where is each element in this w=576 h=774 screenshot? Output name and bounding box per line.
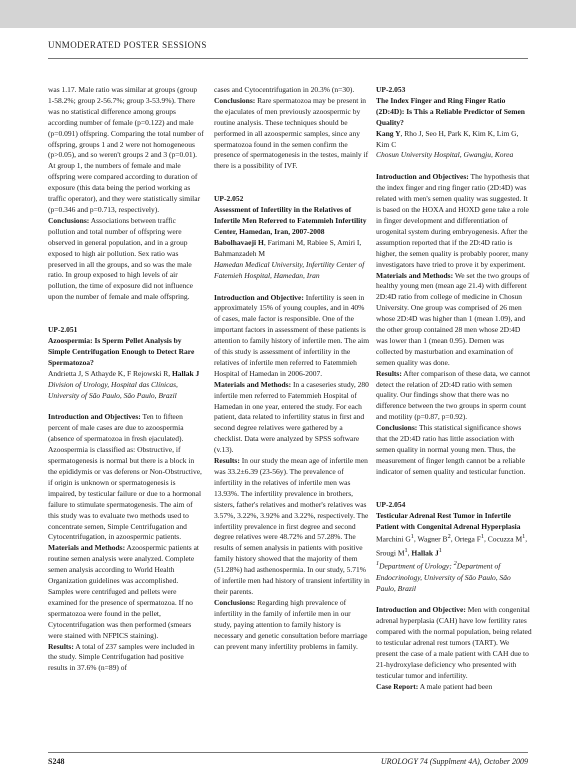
abstract-title: The Index Finger and Ring Finger Ratio (2D:4D): Is This a Reliable Predictor of Semen Quality? <box>376 95 525 127</box>
abstract-title: Assessment of Infertility in the Relatives of Infertile Men Referred to Fatemmieh Infertility Center, Hamedan, Iran, 2007-2008 <box>214 205 367 236</box>
abstract-title: Testicular Adrenal Rest Tumor in Infertile Patient with Congenital Adrenal Hyperplasia <box>376 510 521 531</box>
intro-text: Men with congenital adrenal hyperplasia (CAH) have low fertility rates compared with the normal population, being related to testicular adrenal rest tumors (TART). We present the case of a male patient with CAH due to 21-hydroxylase deficiency who presented with testicular tumor and infertility. <box>376 605 532 680</box>
authors-presenting: Hallak J <box>411 548 439 558</box>
results-paragraph <box>376 369 532 424</box>
conclusions-paragraph <box>214 96 370 172</box>
abstract-affiliation <box>376 559 532 594</box>
page-footer <box>48 752 528 767</box>
conclusions-paragraph <box>214 598 370 653</box>
case-report-text: A male patient had been <box>418 681 493 691</box>
author-superscript: 2 <box>447 533 451 541</box>
case-report-paragraph <box>376 682 532 693</box>
conclusions-label: Conclusions: <box>214 597 256 607</box>
column-middle <box>214 85 370 652</box>
conclusions-paragraph <box>376 423 532 478</box>
section-header <box>48 40 528 59</box>
author-name: , Wagner B <box>413 534 448 544</box>
conclusions-paragraph <box>48 216 204 303</box>
affiliation-text: Department of Endocrinology, University of São Paulo, São Paulo, Brazil <box>376 561 511 593</box>
author-superscript: 1 <box>404 546 408 554</box>
author-name: Marchini G <box>376 534 411 544</box>
intro-label: Introduction and Objectives: <box>376 172 469 182</box>
author-separator: , <box>407 548 412 558</box>
author-superscript: 1 <box>438 546 442 554</box>
continued-text: was 1.17. Male ratio was similar at groups (group 1-58.2%; group 2-56.7%; group 3-53.9%). There was no statistical difference among groups according number of female (p=0.122) and male (p=0.091) offspring. Comparing the total number of offspring, groups 1 and 2 were not homogeneous (p>0.05), and so weren't groups 2 and 3 (p=0.01). At group 1, the numbers of female and male offspring were compared according to duration of exposure (this data being the period working as traffic operator), and they were statistically similar (p=0.346 and p=0.713, respectively). <box>48 85 204 214</box>
affiliation-text: Department of Urology; <box>379 561 454 571</box>
author-superscript: 1 <box>410 533 414 541</box>
intro-paragraph <box>48 412 204 543</box>
results-text: After comparison of these data, we cannot detect the relation of 2D:4D ratio with semen quality. Our findings show that there was no difference between the two groups in sperm count and motility (p=0.87, p=0.92). <box>376 368 531 422</box>
authors-plain: , Rho J, Seo H, Park K, Kim K, Lim G, Kim C <box>376 128 519 149</box>
continued-text: cases and Cytocentrifugation in 20.3% (n=30). <box>214 85 355 94</box>
conclusions-label: Conclusions: <box>376 423 418 433</box>
intro-paragraph <box>376 605 532 681</box>
methods-paragraph <box>214 380 370 456</box>
methods-text: Azoospermic patients at routine semen analysis were analyzed. Complete semen analysis according to World Health Organization guidelines was accomplished. Samples were centrifuged and pellets were examined for the presence of spermatozoa. If no spermatozoa were found in the pellet, Cytocentrifugation was then performed (smears were stained with NFPICS staining). <box>48 543 200 640</box>
author-superscript: 1 <box>522 533 526 541</box>
section-title: UNMODERATED POSTER SESSIONS <box>48 40 207 50</box>
results-label: Results: <box>376 368 402 378</box>
top-gray-band <box>0 0 576 28</box>
abstract-id: UP-2.054 <box>376 499 406 509</box>
abstract-affiliation: Hamedan Medical University, Infertility Center of Fatemieh Hospital, Hamedan, Iran <box>214 259 365 280</box>
abstract-id: UP-2.053 <box>376 85 406 94</box>
conclusions-label: Conclusions: <box>48 215 90 225</box>
abstract-authors <box>376 532 532 559</box>
results-text: A total of 237 samples were included in the study. Simple Centrifugation had positive results in 37.6% (n=89) of <box>48 641 195 673</box>
affiliation-superscript: 2 <box>453 560 457 568</box>
methods-paragraph <box>48 543 204 641</box>
abstract-id: UP-2.051 <box>48 325 78 335</box>
abstract-authors <box>48 369 204 380</box>
methods-label: Materials and Methods: <box>48 543 126 553</box>
conclusions-label: Conclusions: <box>214 95 256 105</box>
author-name: , Ortega F <box>450 534 481 544</box>
affiliation-superscript: 1 <box>376 560 380 568</box>
authors-presenting: Babolhavaeji H <box>214 237 264 247</box>
results-label: Results: <box>48 641 74 651</box>
page-number: S248 <box>48 757 65 766</box>
methods-text: We set the two groups of healthy young men (mean age 21.4) with different 2D:4D ratio from college of medicine in Chosun University. One group was comprised of 26 men whose 2D:4D was higher than 1 (mean 1.09), and the other group contained 28 men whose 2D:4D was lower than 1 (mean 0.95). Demen was collected by masturbation and examination of semen quality was done. <box>376 270 530 367</box>
intro-text: Infertility is seen in approximately 15% of young couples, and in 40% of cases, male factor is responsible. One of the important factors in assessment of these patients is attention to family history of infertile men. The aim of this study is assessment of infertility in the relatives of infertile men referred to Fatemmieh Hospital of Hamedan in 2006-2007. <box>214 292 370 378</box>
results-paragraph <box>48 642 204 675</box>
author-superscript: 1 <box>480 533 485 541</box>
column-left <box>48 85 204 674</box>
intro-paragraph <box>214 293 370 380</box>
abstract-title: Azoospermia: Is Sperm Pellet Analysis by Simple Centrifugation Enough to Detect Rare Spermatozoa? <box>48 336 195 367</box>
journal-citation: UROLOGY 74 (Supplment 4A), October 2009 <box>380 757 528 766</box>
abstract-id: UP-2.052 <box>214 194 244 204</box>
conclusions-text: This statistical significance shows that the 2D:4D ratio has little association with semen quality in normal young men. Thus, the measurement of finger length cannot be a reliable indicator of semen quality and testicular function. <box>376 423 526 476</box>
abstract-affiliation: Division of Urology, Hospital das Clínicas, University of São Paulo, São Paulo, Brazil <box>48 379 178 400</box>
case-report-label: Case Report: <box>376 681 419 691</box>
author-name: , Srougi M <box>376 534 528 558</box>
author-name: , Cocuzza M <box>484 534 523 544</box>
methods-label: Materials and Methods: <box>376 270 454 280</box>
abstract-authors <box>376 129 532 151</box>
column-right <box>376 85 532 693</box>
methods-paragraph <box>376 271 532 369</box>
conclusions-text: Associations between traffic pollution and total number of offspring were observed in general population, and in a group exposed to high air pollution. Sex ratio was preserved in all the groups, and so was the male ratio. In group exposed to high levels of air pollution, the time of exposure did not influence upon the number of female and male offspring. <box>48 215 193 302</box>
methods-text: In a caseseries study, 280 infertile men referred to Fatemmieh Hospital of Hamedan in one year, entered the study. For each patient, data related to infertility status in first and second degree relatives were gathered by a checklist. Data were analyzed by SPSS software (v.13). <box>214 379 369 455</box>
abstract-authors <box>214 238 370 260</box>
intro-label: Introduction and Objective: <box>376 605 466 615</box>
abstract-affiliation: Chosun University Hospital, Gwangju, Korea <box>376 150 514 160</box>
conclusions-text: Rare spermatozoa may be present in the ejaculates of men previously azoospermic by routine analysis. These techniques should be performed in all azoospermic samples, since any spermatozoa found in the semen confirm the presence of spermatogenesis in the testes, mainly if there is a possibility of IVF. <box>214 95 369 171</box>
results-text: In our study the mean age of infertile men was 33.2±6.39 (23-56y). The prevalence of infertility in the relatives of infertile men was 13.93%. The infertility prevalence in brothers, sisters, father's relatives and mother's relatives was 3.57%, 3.22%, 3.92% and 3.22%, respectively. The infertility prevalence in first degree and second degree relatives were 48.72% and 57.28%. The results of semen analysis in patients with positive family history showed that the majority of them (51.28%) had asthenospermia. In our study, 5.71% of infertile men had history of transient infertility in their parents. <box>214 456 370 596</box>
conclusions-text: Regarding high prevalence of infertility in the family of infertile men in our study, paying attention to family history is necessary and genetic consultation before marriage can prevent many infertility problems in family. <box>214 597 368 651</box>
methods-label: Materials and Methods: <box>214 379 292 389</box>
authors-presenting: Kang Y <box>376 128 401 138</box>
intro-label: Introduction and Objectives: <box>48 412 141 422</box>
intro-paragraph <box>376 172 532 270</box>
results-paragraph <box>214 456 370 598</box>
intro-label: Introduction and Objective: <box>214 292 304 302</box>
intro-text: The hypothesis that the index finger and ring finger ratio (2D:4D) was related with men's semen quality was suggested. It is based on the HOXA and HOXD gene take a role in finger development and differentiation of urogenital system during embryogenesis. After the assumption reported that if the 2D:4D ratio is higher, the semen quality is probably poorer, many investigators have tried to prove it by experiment. <box>376 172 530 269</box>
results-label: Results: <box>214 456 240 466</box>
authors-presenting: Hallak J <box>171 368 200 378</box>
intro-text: Ten to fifteen percent of male cases are due to azoospermia (absence of spermatozoa in fresh ejaculated). Azoospermia is classified as: Obstructive, if spermatogenesis is normal but there is a block in the epididymis or vas deferens or Non-Obstructive, if origin is unknown or spermatogenesis is impaired, by testicular failure or due to a hormonal failure to stimulate spermatogenesis. The aim of this study was to evaluate two methods used to concentrate semen, Simple Centrifugation and Cytocentrifugation, in azoospermic patients. <box>48 412 202 542</box>
authors-plain: , Farimani M, Rabiee S, Amiri I, Bahmanzadeh M <box>214 237 362 258</box>
authors-plain: Andrietta J, S Athayde K, F Rejowski R, <box>48 368 172 378</box>
